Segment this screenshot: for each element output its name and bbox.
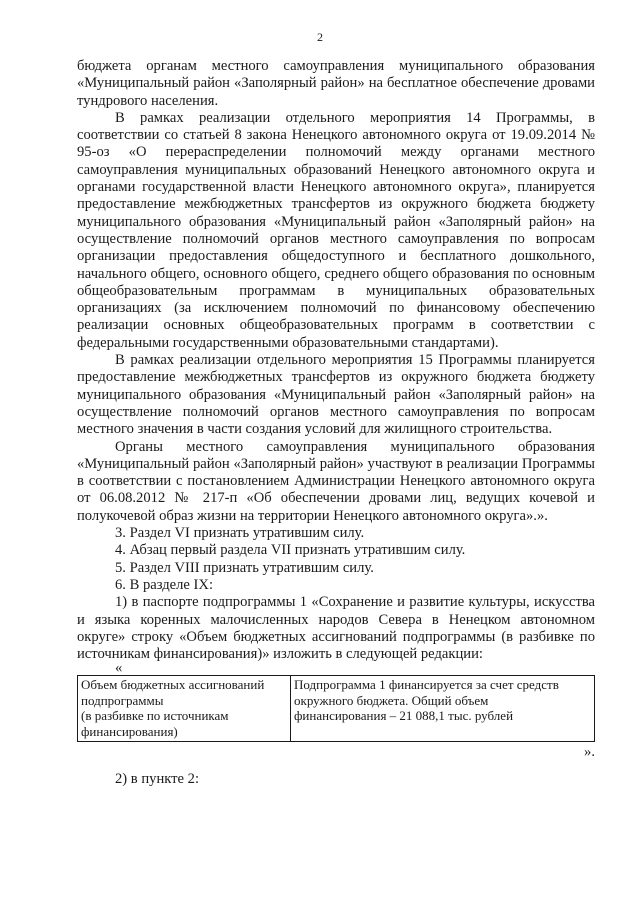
cell-line: финансирования): [81, 723, 178, 739]
table-cell-value: [291, 676, 595, 742]
cell-line: Подпрограмма 1 финансируется за счет средств: [294, 677, 559, 693]
document-body: [77, 58, 595, 789]
cell-line: финансирования – 21 088,1 тыс. рублей: [294, 708, 514, 724]
passport-table: [77, 675, 595, 742]
paragraph-measure-14: В рамках реализации отдельного мероприятия 14 Программы, в соответствии со статьей 8 закона Ненецкого автономного округа от 19.09.2014 № 95-оз «О перераспределении полномочий между органами местного самоуправления муниципальных образований Ненецкого автономного округа и органами государственной власти Ненецкого автономного округа», планируется предоставление межбюджетных трансфертов из окружного бюджета бюджету муниципального образования «Муниципальный район «Заполярный район» на осуществление полномочий органов местного самоуправления по вопросам организации предоставления общедоступного и бесплатного дошкольного, начального общего, основного общего, среднего общего образования по основным общеобразовательным программам в муниципальных образовательных организациях (за исключением полномочий по финансовому обеспечению реализации основных общеобразовательных программ в соответствии с федеральными государственными образовательными стандартами).: [77, 109, 595, 351]
cell-line: подпрограммы: [81, 692, 164, 708]
cell-line: (в разбивке по источникам: [81, 708, 229, 724]
page-number: 2: [317, 30, 323, 44]
item-6: 6. В разделе IX:: [115, 576, 214, 593]
item-6-subitem-1: 1) в паспорте подпрограммы 1 «Сохранение и развитие культуры, искусства и языка коренных малочисленных народов Севера в Ненецком автономном округе» строку «Объем бюджетных ассигнований подпрограммы (в разбивке по источникам финансирования)» изложить в следующей редакции:: [77, 594, 595, 663]
item-5: 5. Раздел VIII признать утратившим силу.: [115, 559, 374, 576]
table-row: [78, 676, 595, 742]
paragraph-continuation: бюджета органам местного самоуправления муниципального образования «Муниципальный район «Заполярный район» на бесплатное обеспечение дровами тундрового населения.: [77, 58, 595, 109]
table-cell-label: [78, 676, 291, 742]
item-6-subitem-2: 2) в пункте 2:: [115, 771, 200, 788]
item-3: 3. Раздел VI признать утратившим силу.: [115, 525, 365, 542]
item-4: 4. Абзац первый раздела VII признать утратившим силу.: [115, 542, 466, 559]
paragraph-local-authorities: Органы местного самоуправления муниципального образования «Муниципальный район «Заполярный район» участвуют в реализации Программы в соответствии с постановлением Администрации Ненецкого автономного округа от 06.08.2012 № 217-п «Об обеспечении дровами лиц, ведущих кочевой и полукочевой образ жизни на территории Ненецкого автономного округа».».: [77, 438, 595, 524]
cell-line: Объем бюджетных ассигнований: [81, 677, 265, 693]
closing-quote: ».: [584, 744, 595, 761]
paragraph-measure-15: В рамках реализации отдельного мероприятия 15 Программы планируется предоставление межбюджетных трансфертов из окружного бюджета бюджету муниципального образования «Муниципальный район «Заполярный район» на осуществление полномочий органов местного самоуправления по вопросам местного значения в части создания условий для жилищного строительства.: [77, 352, 595, 438]
cell-line: окружного бюджета. Общий объем: [294, 692, 489, 708]
opening-quote: «: [115, 660, 123, 677]
